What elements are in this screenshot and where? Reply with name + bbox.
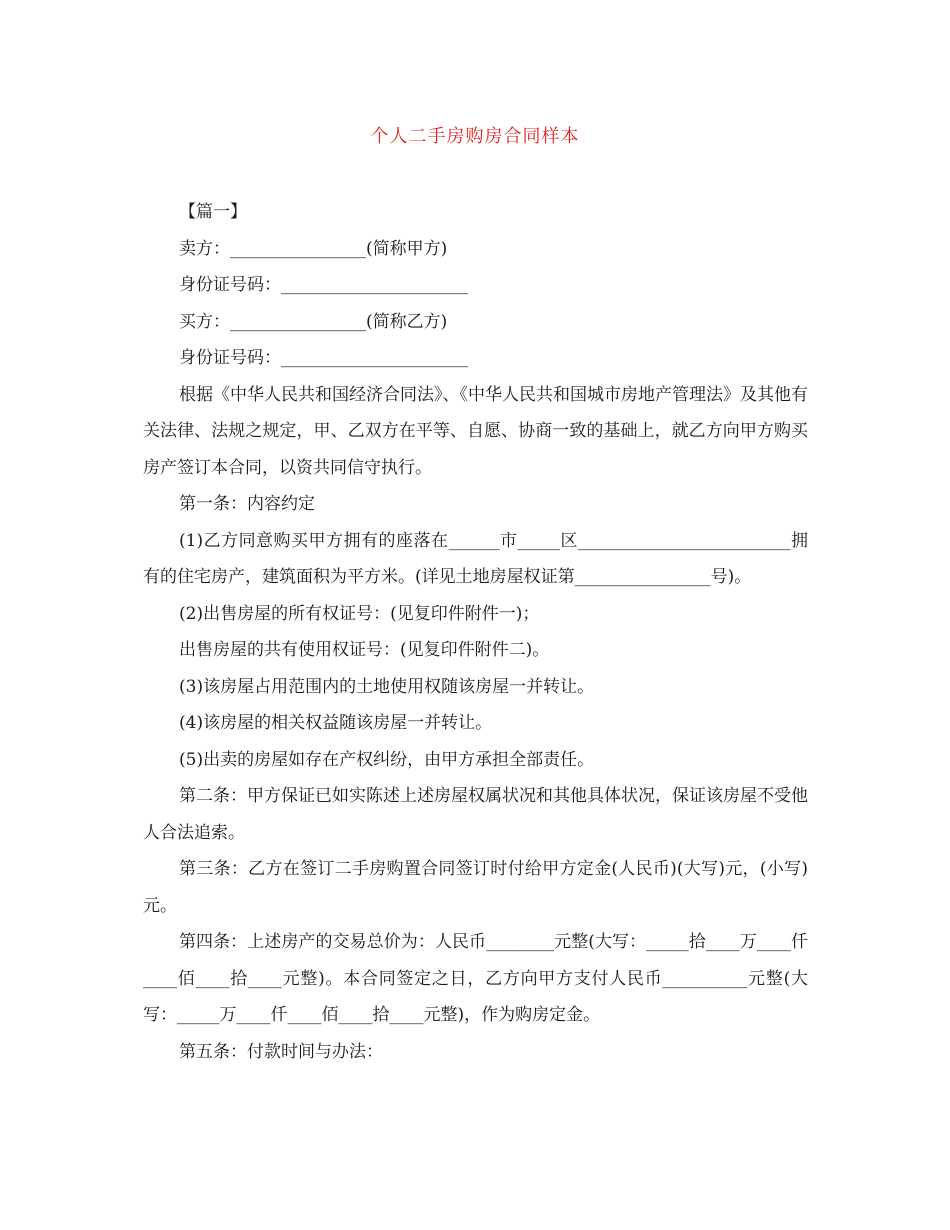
article-1-item-5: (5)出卖的房屋如存在产权纠纷，由甲方承担全部责任。 xyxy=(179,749,595,770)
preamble-paragraph: 根据《中华人民共和国经济合同法》、《中华人民共和国城市房地产管理法》及其他有关法律、法规之规定，甲、乙双方在平等、自愿、协商一致的基础上，就乙方向甲方购买房产签订本合同，以资共同信守执行。 xyxy=(143,384,808,478)
article-5-title: 第五条：付款时间与办法： xyxy=(179,1041,383,1062)
article-2-paragraph: 第二条：甲方保证已如实陈述上述房屋权属状况和其他具体状况，保证该房屋不受他人合法追索。 xyxy=(143,786,808,843)
article-4-paragraph: 第四条：上述房产的交易总价为：人民币________元整(大写：_____拾____万____仟____佰____拾____元整)。本合同签定之日，乙方向甲方支付人民币__________元整(大写：_____万____仟____佰____拾____元整)，作为购房定金。 xyxy=(143,932,808,1025)
article-1-item-1: (1)乙方同意购买甲方拥有的座落在______市_____区_________________________拥有的住宅房产，建筑面积为平方米。(详见土地房屋权证第________________号)。 xyxy=(143,530,808,587)
article-1-item-4: (4)该房屋的相关权益随该房屋一并转让。 xyxy=(179,713,493,733)
article-3-paragraph: 第三条：乙方在签订二手房购置合同签订时付给甲方定金(人民币)(大写)元，(小写)元。 xyxy=(143,859,808,916)
buyer-id-line: 身份证号码：______________________ xyxy=(179,348,468,368)
seller-line: 卖方：________________(简称甲方) xyxy=(179,238,448,259)
seller-id-line: 身份证号码：______________________ xyxy=(179,275,468,295)
article-1-title: 第一条：内容约定 xyxy=(179,494,315,514)
article-1-item-2b: 出售房屋的共有使用权证号：(见复印件附件二)。 xyxy=(179,640,550,660)
document-body xyxy=(143,194,808,1070)
buyer-line: 买方：________________(简称乙方) xyxy=(179,311,448,332)
document-title: 个人二手房购房合同样本 xyxy=(370,126,580,147)
section-heading: 【篇一】 xyxy=(179,202,247,222)
article-1-item-3: (3)该房屋占用范围内的土地使用权随该房屋一并转让。 xyxy=(179,676,595,697)
article-1-item-2: (2)出售房屋的所有权证号：(见复印件附件一)； xyxy=(179,603,540,624)
